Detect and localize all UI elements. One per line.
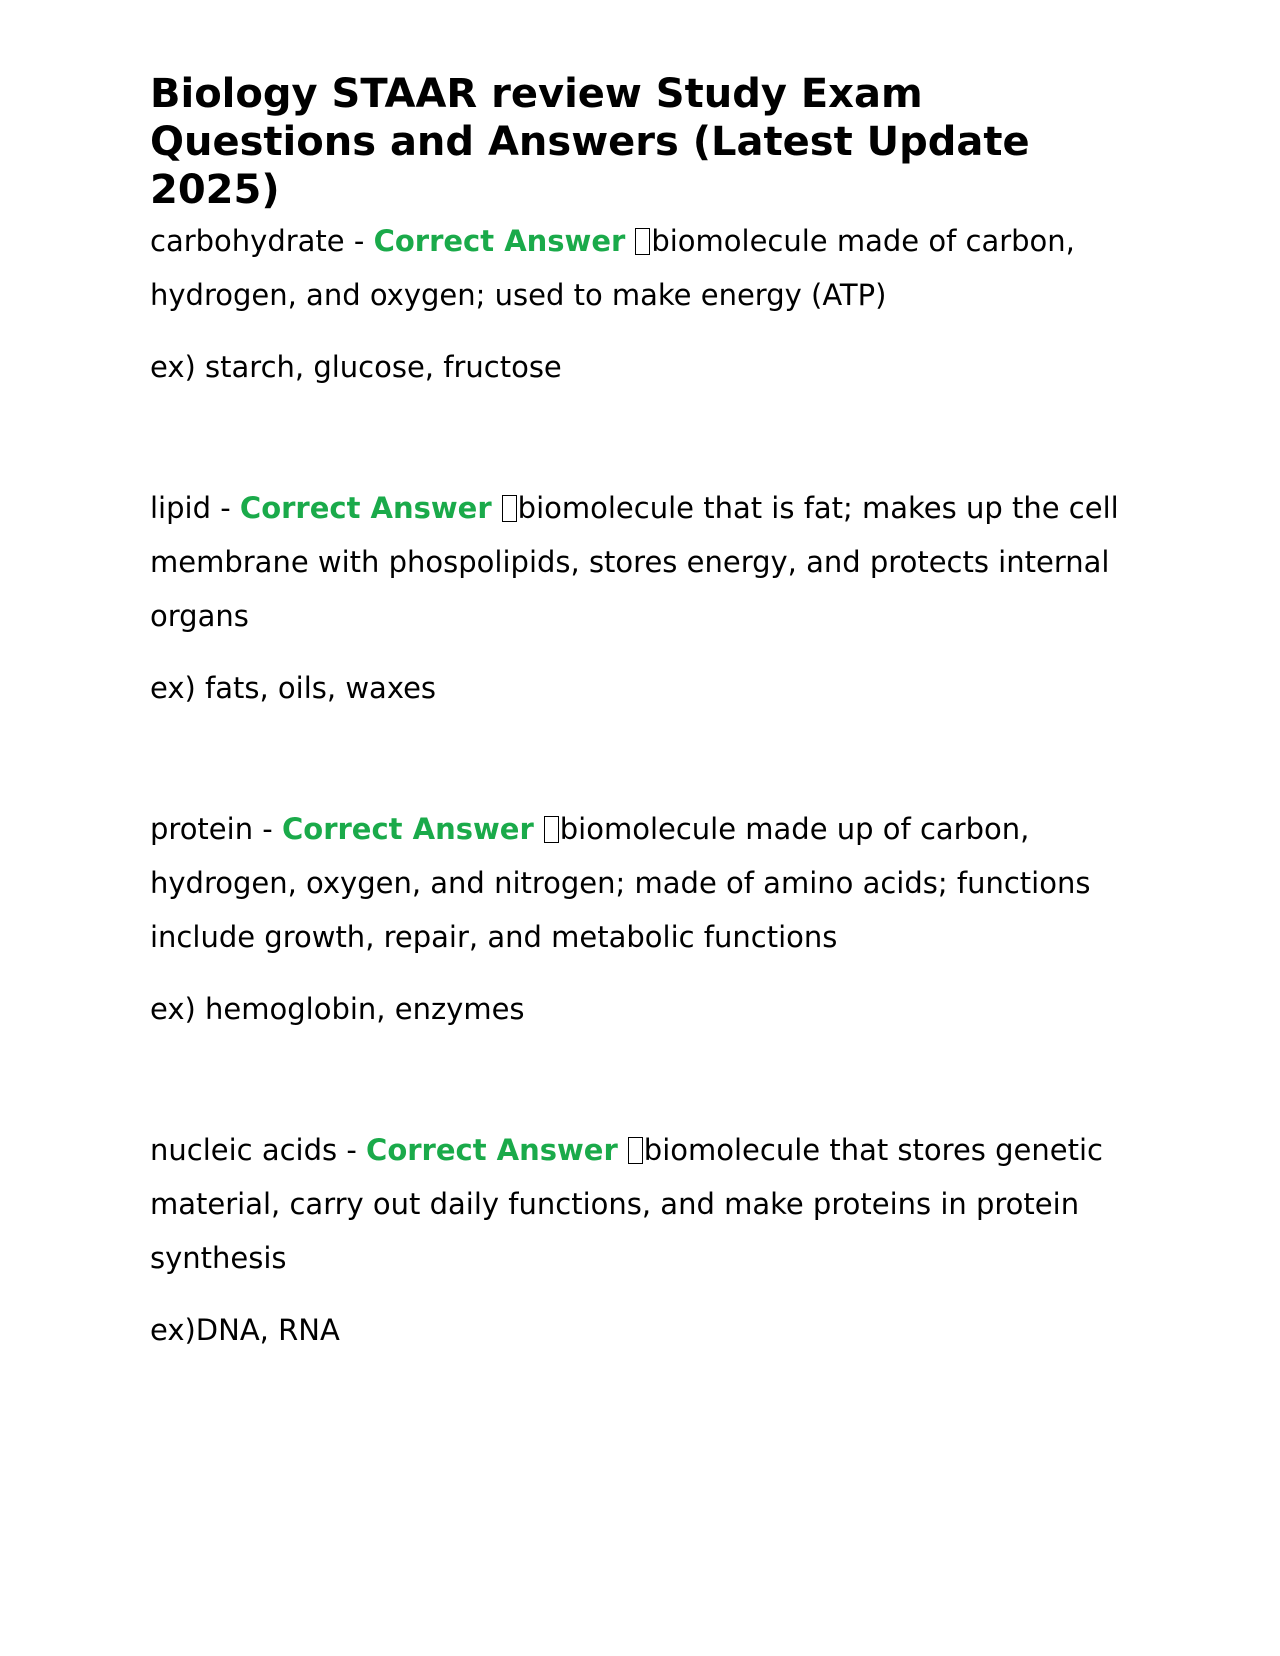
entry-term: lipid [150,491,211,525]
missing-glyph-box-icon [635,228,650,255]
entry-term: protein [150,812,254,846]
entry-separator: - [344,224,374,258]
entry-separator: - [211,491,240,525]
correct-answer-label: Correct Answer [373,224,626,258]
document-title: Biology STAAR review Study Exam Questions and Answers (Latest Update 2025) [150,71,1030,213]
entry-nucleic-acids [150,1123,1130,1357]
entry-example: ex)DNA, RNA [150,1313,340,1347]
entry-separator: - [337,1133,367,1167]
entry-term: carbohydrate [150,224,345,258]
entry-definition-line [150,481,1130,643]
correct-answer-label: Correct Answer [239,491,492,525]
missing-glyph-box-icon [628,1137,643,1164]
entry-term: nucleic acids [150,1133,338,1167]
document-page [150,70,1130,1357]
entry-example: ex) fats, oils, waxes [150,671,437,705]
entry-example: ex) hemoglobin, enzymes [150,992,525,1026]
missing-glyph-box-icon [502,495,517,522]
entry-definition-line [150,802,1130,964]
correct-answer-label: Correct Answer [366,1133,618,1167]
entry-carbohydrate [150,214,1130,394]
entry-separator: - [253,812,282,846]
entry-protein [150,802,1130,1036]
entry-definition: biomolecule made up of carbon, hydrogen, oxygen, and nitrogen; made of amino acids; functions include growth, repair, and metabolic functions [150,812,1091,954]
correct-answer-label: Correct Answer [282,812,534,846]
entry-definition: biomolecule made of carbon, hydrogen, and oxygen; used to make energy (ATP) [150,224,1075,312]
entry-definition-line [150,1123,1130,1285]
entry-definition: biomolecule that is fat; makes up the cell membrane with phospolipids, stores energy, and protects internal organs [150,491,1119,633]
entry-definition-line [150,214,1130,322]
missing-glyph-box-icon [544,816,559,843]
entry-lipid [150,481,1130,715]
entry-definition: biomolecule that stores genetic material, carry out daily functions, and make proteins in protein synthesis [150,1133,1103,1275]
entry-example: ex) starch, glucose, fructose [150,350,562,384]
